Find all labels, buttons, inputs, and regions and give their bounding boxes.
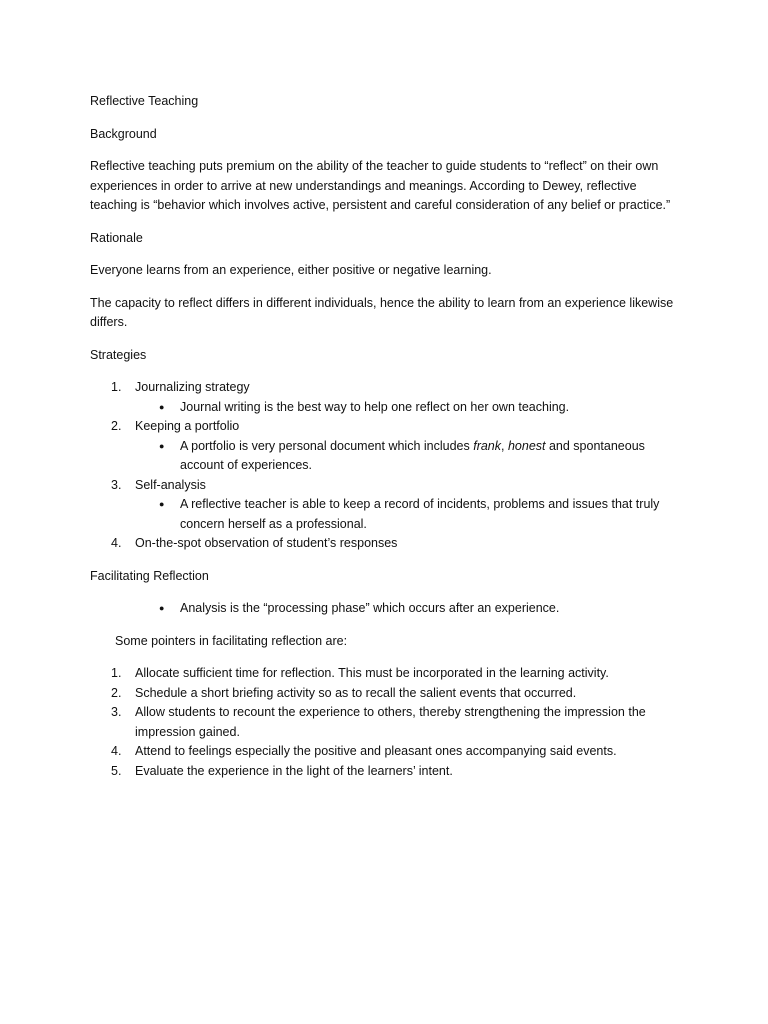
strategies-heading: Strategies [90, 347, 147, 362]
strategy-sublist [135, 437, 682, 476]
bullet-text: A reflective teacher is able to keep a record of incidents, problems and issues that truly concern herself as a professional. [180, 497, 660, 531]
strategy-label: Self-analysis [135, 477, 206, 492]
pointer-text: Evaluate the experience in the light of the learners’ intent. [135, 763, 453, 778]
pointers-intro: Some pointers in facilitating reflection are: [115, 633, 348, 648]
pointer-item [90, 664, 682, 684]
list-number: 1. [111, 666, 122, 680]
pointer-item [90, 762, 682, 782]
strategies-list [90, 378, 682, 554]
bullet-icon: ● [159, 499, 165, 509]
list-number: 4. [111, 744, 122, 758]
bullet-emphasis-honest: honest [507, 438, 546, 453]
list-number: 2. [111, 419, 122, 433]
rationale-paragraph-2: The capacity to reflect differs in different individuals, hence the ability to learn from an experience likewise differs. [90, 295, 674, 329]
bullet-icon: ● [159, 603, 165, 613]
strategy-item [90, 534, 682, 554]
strategy-label: On-the-spot observation of student’s responses [135, 536, 398, 550]
facilitating-bullet [90, 599, 682, 619]
bullet-text: Journal writing is the best way to help one reflect on her own teaching. [180, 399, 570, 414]
strategy-sublist [135, 398, 682, 418]
strategy-item [90, 378, 682, 417]
rationale-paragraph-1: Everyone learns from an experience, either positive or negative learning. [90, 263, 492, 277]
facilitating-heading: Facilitating Reflection [90, 568, 209, 583]
strategy-bullet [135, 437, 682, 476]
strategy-item [90, 417, 682, 476]
pointer-item [90, 703, 682, 742]
strategy-label: Journalizing strategy [135, 380, 250, 394]
list-number: 3. [111, 705, 122, 719]
background-paragraph: Reflective teaching puts premium on the ability of the teacher to guide students to “reflect” on their own experiences in order to arrive at new understandings and meanings. According to Dewey, reflective teaching is “behavior which involves active, persistent and careful consideration of any belief or practice.” [90, 159, 671, 212]
strategy-item [90, 476, 682, 535]
pointer-text: Allow students to recount the experience to others, thereby strengthening the impression the impression gained. [135, 705, 646, 739]
facilitating-bullet-list [90, 599, 682, 619]
list-number: 4. [111, 536, 122, 550]
rationale-heading: Rationale [90, 230, 143, 245]
bullet-text-pre: A portfolio is very personal document which includes [180, 438, 474, 453]
bullet-icon: ● [159, 440, 165, 451]
pointer-item [90, 742, 682, 762]
strategy-label: Keeping a portfolio [135, 419, 240, 433]
list-number: 2. [111, 685, 122, 700]
pointer-text: Schedule a short briefing activity so as to recall the salient events that occurred. [135, 685, 577, 700]
strategy-bullet [135, 398, 682, 418]
pointers-list [90, 664, 682, 781]
list-number: 5. [111, 763, 122, 778]
pointer-item [90, 684, 682, 704]
bullet-text: Analysis is the “processing phase” which occurs after an experience. [180, 601, 560, 615]
strategy-sublist [135, 495, 682, 534]
bullet-text-mid: , [501, 438, 508, 453]
list-number: 3. [111, 477, 122, 492]
list-number: 1. [111, 380, 122, 394]
bullet-icon: ● [159, 401, 165, 412]
pointer-text: Attend to feelings especially the positive and pleasant ones accompanying said events. [135, 744, 617, 758]
bullet-emphasis-frank: frank [473, 438, 502, 453]
bullet-text-post: and spontaneous account of experiences. [180, 438, 645, 472]
background-heading: Background [90, 126, 157, 141]
document-title: Reflective Teaching [90, 94, 199, 108]
strategy-bullet [135, 495, 682, 534]
pointer-text: Allocate sufficient time for reflection. This must be incorporated in the learning activity. [135, 666, 609, 680]
